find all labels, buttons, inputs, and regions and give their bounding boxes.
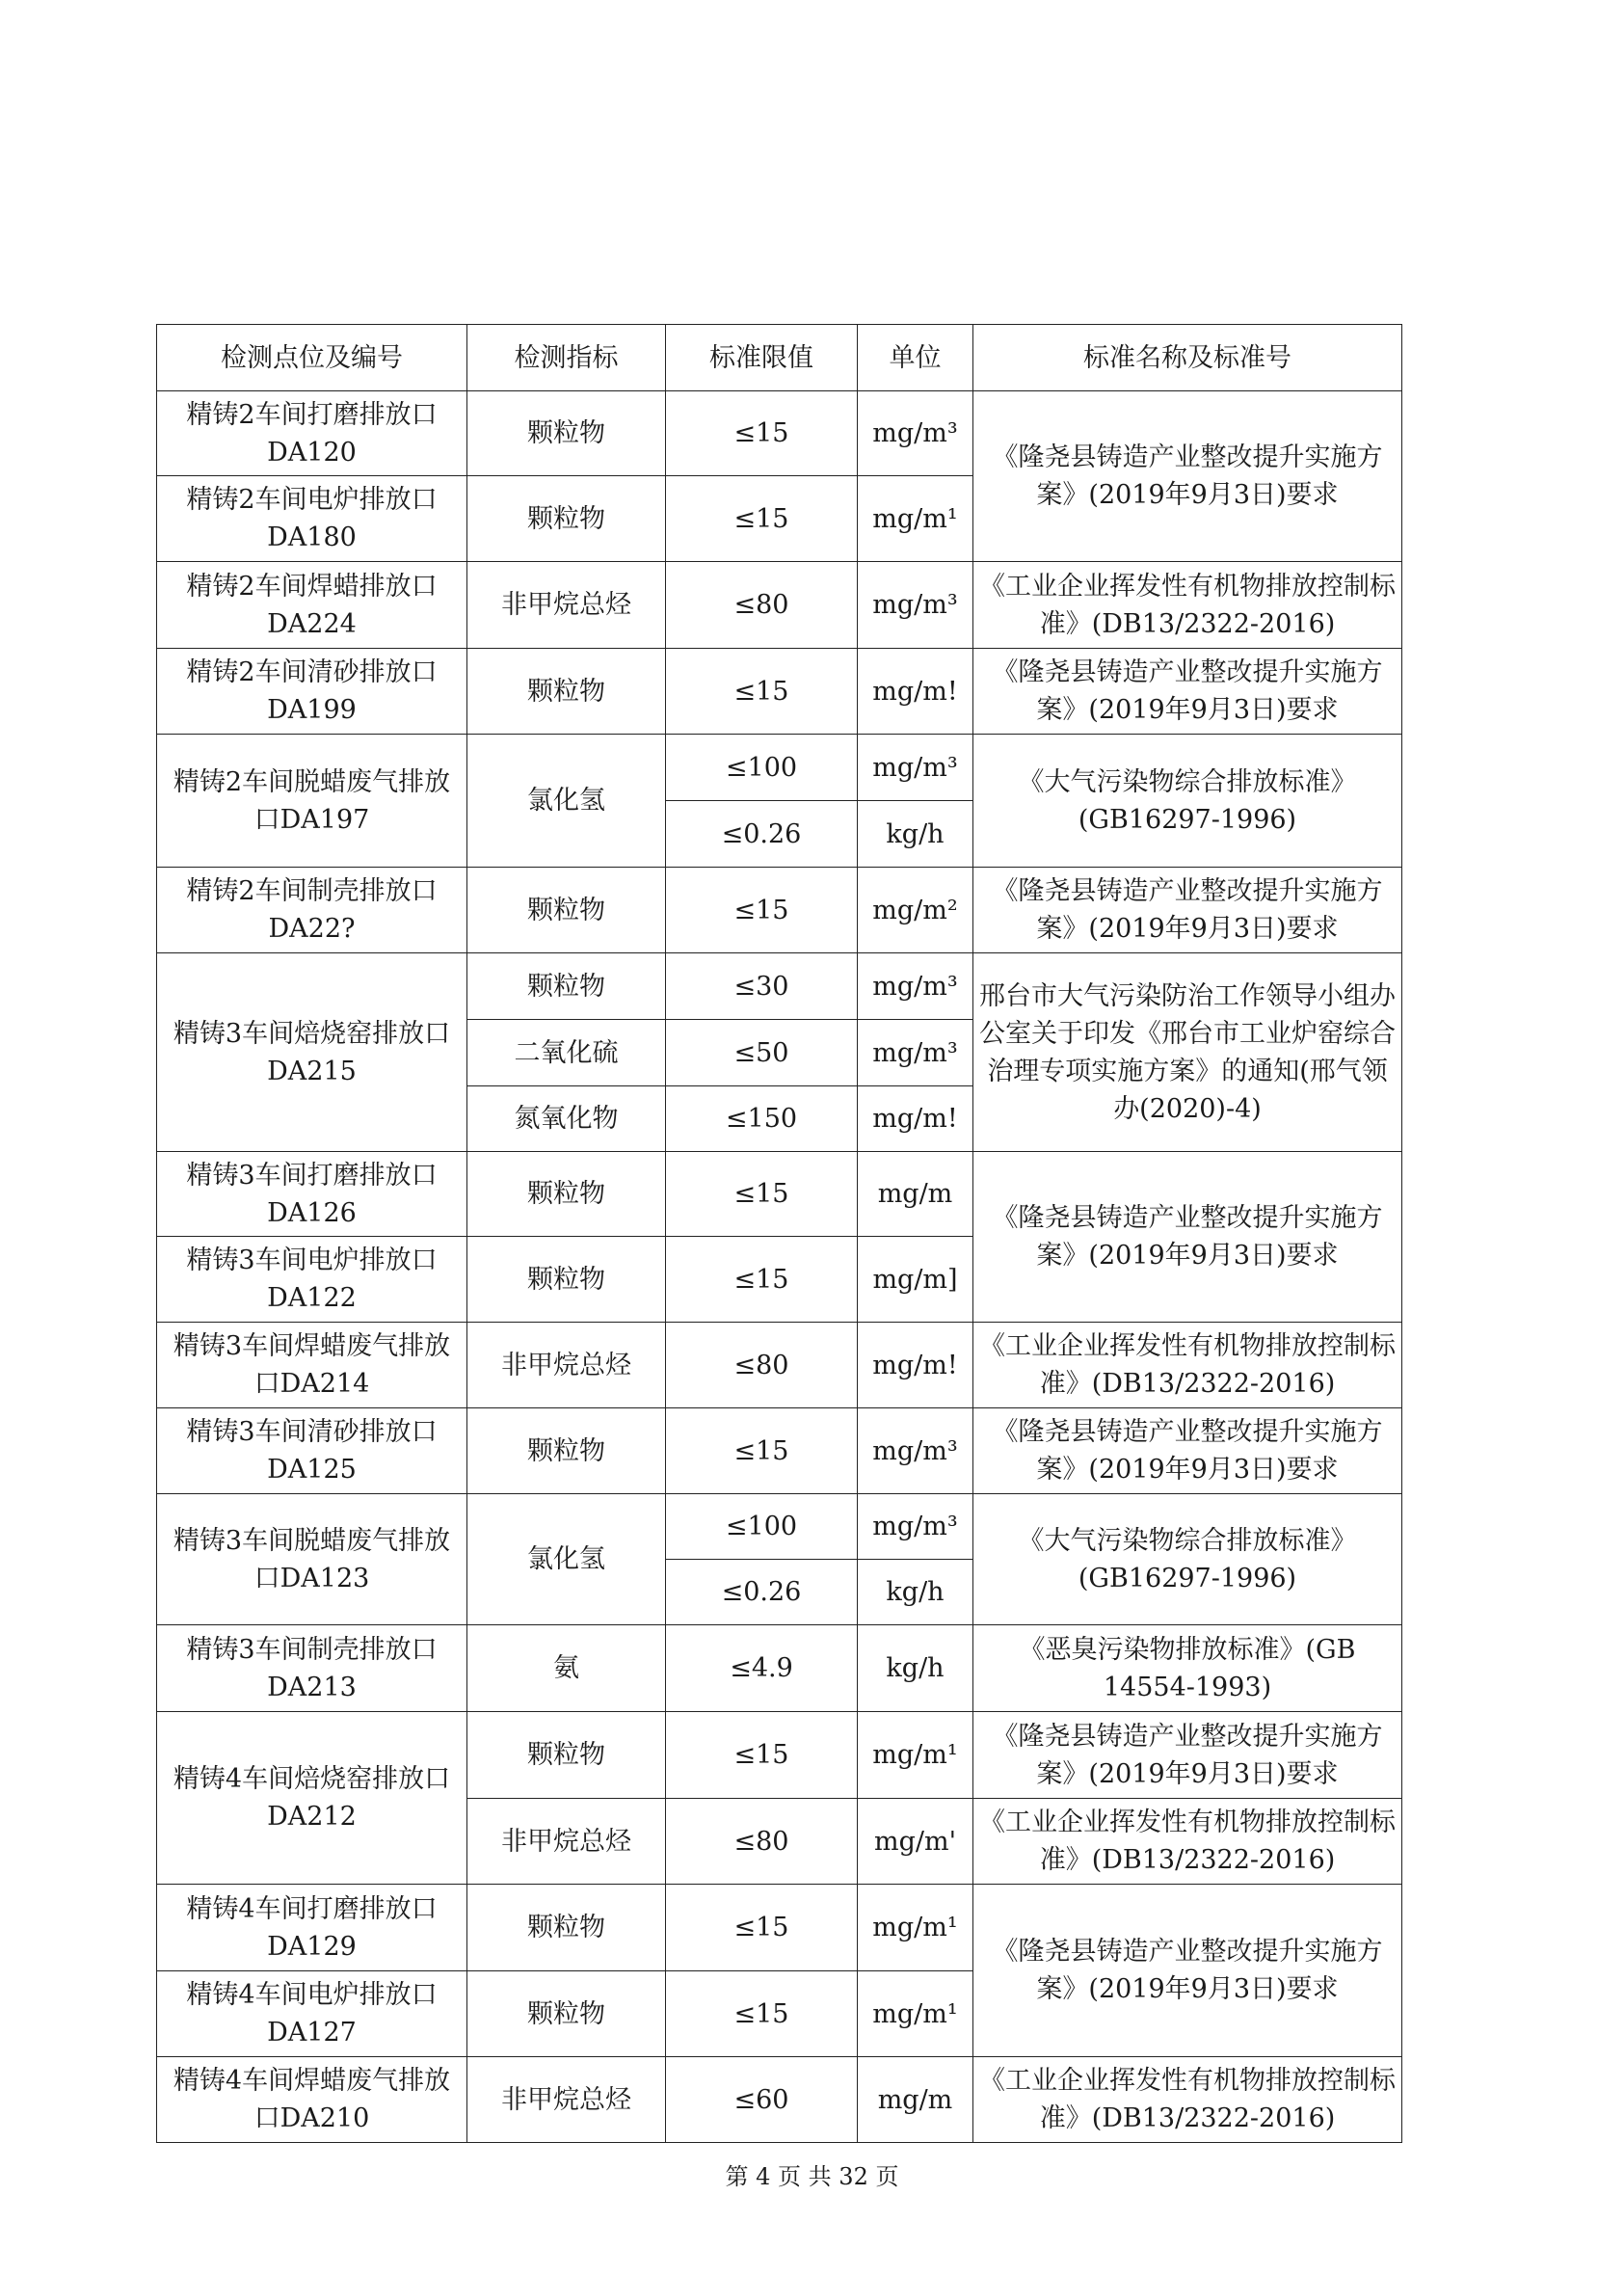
location-cell: 精铸3车间焙烧窑排放口DA215 xyxy=(157,953,467,1152)
unit-cell: mg/m] xyxy=(858,1237,973,1323)
limit-cell: ≤15 xyxy=(666,649,858,735)
table-row xyxy=(157,1885,1402,1971)
standard-cell: 《恶臭污染物排放标准》(GB 14554-1993) xyxy=(973,1625,1402,1712)
header-standard: 标准名称及标准号 xyxy=(973,325,1402,391)
limit-cell: ≤15 xyxy=(666,1885,858,1971)
limit-cell: ≤0.26 xyxy=(666,801,858,868)
location-cell: 精铸3车间清砂排放口DA125 xyxy=(157,1408,467,1494)
limit-cell: ≤50 xyxy=(666,1020,858,1086)
limit-cell: ≤100 xyxy=(666,1494,858,1560)
header-indicator: 检测指标 xyxy=(467,325,666,391)
unit-cell: mg/m³ xyxy=(858,1020,973,1086)
location-cell: 精铸3车间制壳排放口DA213 xyxy=(157,1625,467,1712)
table-row xyxy=(157,1494,1402,1560)
table-row xyxy=(157,953,1402,1020)
indicator-cell: 颗粒物 xyxy=(467,868,666,953)
header-limit: 标准限值 xyxy=(666,325,858,391)
table-row xyxy=(157,1323,1402,1408)
limit-cell: ≤150 xyxy=(666,1086,858,1152)
unit-cell: mg/m³ xyxy=(858,391,973,476)
limit-cell: ≤15 xyxy=(666,391,858,476)
unit-cell: mg/m³ xyxy=(858,562,973,649)
standard-cell: 《工业企业挥发性有机物排放控制标准》(DB13/2322-2016) xyxy=(973,562,1402,649)
limit-cell: ≤15 xyxy=(666,1152,858,1237)
indicator-cell: 氯化氢 xyxy=(467,1494,666,1625)
indicator-cell: 颗粒物 xyxy=(467,1408,666,1494)
unit-cell: kg/h xyxy=(858,1625,973,1712)
table-row xyxy=(157,1152,1402,1237)
indicator-cell: 颗粒物 xyxy=(467,1971,666,2057)
unit-cell: mg/m² xyxy=(858,868,973,953)
location-cell: 精铸2车间焊蜡排放口DA224 xyxy=(157,562,467,649)
indicator-cell: 颗粒物 xyxy=(467,391,666,476)
indicator-cell: 非甲烷总烃 xyxy=(467,1799,666,1885)
limit-cell: ≤60 xyxy=(666,2057,858,2143)
standard-cell: 《隆尧县铸造产业整改提升实施方案》(2019年9月3日)要求 xyxy=(973,649,1402,735)
standard-cell: 《大气污染物综合排放标准》(GB16297-1996) xyxy=(973,1494,1402,1625)
table-row xyxy=(157,391,1402,476)
limit-cell: ≤80 xyxy=(666,1799,858,1885)
indicator-cell: 非甲烷总烃 xyxy=(467,1323,666,1408)
limit-cell: ≤80 xyxy=(666,1323,858,1408)
unit-cell: mg/m! xyxy=(858,1086,973,1152)
page-number: 第 4 页 共 32 页 xyxy=(725,2163,899,2190)
indicator-cell: 颗粒物 xyxy=(467,476,666,562)
indicator-cell: 颗粒物 xyxy=(467,1712,666,1799)
unit-cell: mg/m¹ xyxy=(858,1712,973,1799)
standard-cell: 《隆尧县铸造产业整改提升实施方案》(2019年9月3日)要求 xyxy=(973,1152,1402,1323)
unit-cell: mg/m! xyxy=(858,649,973,735)
limit-cell: ≤15 xyxy=(666,1712,858,1799)
location-cell: 精铸4车间打磨排放口DA129 xyxy=(157,1885,467,1971)
standard-cell: 《工业企业挥发性有机物排放控制标准》(DB13/2322-2016) xyxy=(973,1323,1402,1408)
unit-cell: mg/m xyxy=(858,2057,973,2143)
location-cell: 精铸2车间脱蜡废气排放口DA197 xyxy=(157,735,467,868)
unit-cell: mg/m¹ xyxy=(858,476,973,562)
indicator-cell: 非甲烷总烃 xyxy=(467,2057,666,2143)
unit-cell: mg/m³ xyxy=(858,953,973,1020)
location-cell: 精铸4车间焊蜡废气排放口DA210 xyxy=(157,2057,467,2143)
limit-cell: ≤80 xyxy=(666,562,858,649)
indicator-cell: 颗粒物 xyxy=(467,649,666,735)
standard-cell: 《大气污染物综合排放标准》(GB16297-1996) xyxy=(973,735,1402,868)
limit-cell: ≤15 xyxy=(666,1408,858,1494)
indicator-cell: 氯化氢 xyxy=(467,735,666,868)
limit-cell: ≤0.26 xyxy=(666,1560,858,1625)
table-header-row xyxy=(157,325,1402,391)
unit-cell: mg/m³ xyxy=(858,735,973,801)
table-row xyxy=(157,868,1402,953)
unit-cell: kg/h xyxy=(858,1560,973,1625)
location-cell: 精铸3车间焊蜡废气排放口DA214 xyxy=(157,1323,467,1408)
table-row xyxy=(157,2057,1402,2143)
location-cell: 精铸3车间脱蜡废气排放口DA123 xyxy=(157,1494,467,1625)
limit-cell: ≤15 xyxy=(666,1971,858,2057)
location-cell: 精铸3车间打磨排放口DA126 xyxy=(157,1152,467,1237)
location-cell: 精铸2车间电炉排放口DA180 xyxy=(157,476,467,562)
limit-cell: ≤15 xyxy=(666,868,858,953)
table-row xyxy=(157,1712,1402,1799)
table-row xyxy=(157,562,1402,649)
location-cell: 精铸3车间电炉排放口DA122 xyxy=(157,1237,467,1323)
table-row xyxy=(157,1408,1402,1494)
standard-cell: 《隆尧县铸造产业整改提升实施方案》(2019年9月3日)要求 xyxy=(973,1885,1402,2057)
unit-cell: mg/m' xyxy=(858,1799,973,1885)
location-cell: 精铸2车间清砂排放口DA199 xyxy=(157,649,467,735)
standard-cell: 《隆尧县铸造产业整改提升实施方案》(2019年9月3日)要求 xyxy=(973,1408,1402,1494)
table-row xyxy=(157,735,1402,801)
standard-cell: 《工业企业挥发性有机物排放控制标准》(DB13/2322-2016) xyxy=(973,2057,1402,2143)
indicator-cell: 非甲烷总烃 xyxy=(467,562,666,649)
location-cell: 精铸2车间打磨排放口DA120 xyxy=(157,391,467,476)
location-cell: 精铸4车间焙烧窑排放口DA212 xyxy=(157,1712,467,1885)
standard-cell: 邢台市大气污染防治工作领导小组办公室关于印发《邢台市工业炉窑综合治理专项实施方案》的通知(邢气领办(2020)-4) xyxy=(973,953,1402,1152)
indicator-cell: 颗粒物 xyxy=(467,953,666,1020)
unit-cell: mg/m¹ xyxy=(858,1971,973,2057)
unit-cell: mg/m³ xyxy=(858,1494,973,1560)
standard-cell: 《隆尧县铸造产业整改提升实施方案》(2019年9月3日)要求 xyxy=(973,391,1402,562)
unit-cell: mg/m³ xyxy=(858,1408,973,1494)
standard-cell: 《隆尧县铸造产业整改提升实施方案》(2019年9月3日)要求 xyxy=(973,868,1402,953)
unit-cell: mg/m xyxy=(858,1152,973,1237)
indicator-cell: 二氧化硫 xyxy=(467,1020,666,1086)
location-cell: 精铸2车间制壳排放口DA22? xyxy=(157,868,467,953)
indicator-cell: 颗粒物 xyxy=(467,1237,666,1323)
indicator-cell: 氮氧化物 xyxy=(467,1086,666,1152)
header-location: 检测点位及编号 xyxy=(157,325,467,391)
indicator-cell: 颗粒物 xyxy=(467,1152,666,1237)
header-unit: 单位 xyxy=(858,325,973,391)
limit-cell: ≤15 xyxy=(666,1237,858,1323)
standard-cell: 《工业企业挥发性有机物排放控制标准》(DB13/2322-2016) xyxy=(973,1799,1402,1885)
limit-cell: ≤100 xyxy=(666,735,858,801)
table-row xyxy=(157,1625,1402,1712)
location-cell: 精铸4车间电炉排放口DA127 xyxy=(157,1971,467,2057)
limit-cell: ≤30 xyxy=(666,953,858,1020)
emission-standards-table xyxy=(156,324,1402,2143)
indicator-cell: 氨 xyxy=(467,1625,666,1712)
standard-cell: 《隆尧县铸造产业整改提升实施方案》(2019年9月3日)要求 xyxy=(973,1712,1402,1799)
unit-cell: mg/m! xyxy=(858,1323,973,1408)
unit-cell: kg/h xyxy=(858,801,973,868)
unit-cell: mg/m¹ xyxy=(858,1885,973,1971)
limit-cell: ≤4.9 xyxy=(666,1625,858,1712)
table-row xyxy=(157,649,1402,735)
indicator-cell: 颗粒物 xyxy=(467,1885,666,1971)
limit-cell: ≤15 xyxy=(666,476,858,562)
